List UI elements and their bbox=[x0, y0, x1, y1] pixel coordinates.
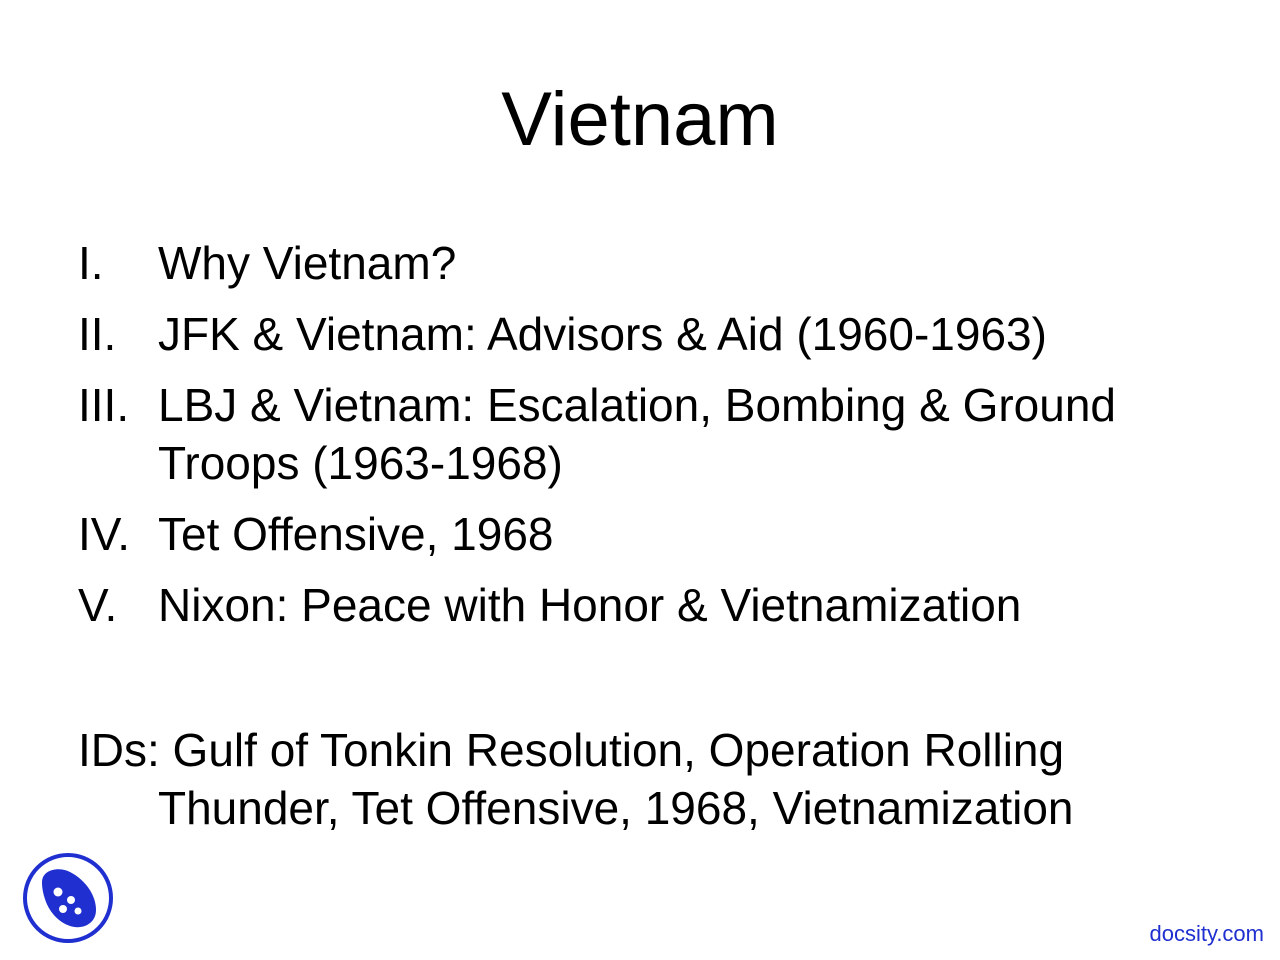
outline-numeral: III. bbox=[78, 379, 130, 431]
outline-item-5 bbox=[78, 576, 1238, 634]
outline-text: JFK & Vietnam: Advisors & Aid (1960-1963) bbox=[158, 308, 1047, 360]
outline-numeral: II. bbox=[78, 308, 117, 360]
outline-text: Tet Offensive, 1968 bbox=[158, 508, 554, 560]
docsity-link[interactable]: docsity.com bbox=[1149, 921, 1264, 946]
outline-numeral: I. bbox=[78, 237, 104, 289]
outline-numeral: V. bbox=[78, 579, 118, 631]
outline-text: Why Vietnam? bbox=[158, 237, 457, 289]
slide-title: Vietnam bbox=[501, 77, 779, 162]
outline-item-3 bbox=[78, 376, 1238, 492]
outline-item-2 bbox=[78, 305, 1238, 363]
docsity-logo-icon bbox=[22, 852, 114, 944]
outline-numeral: IV. bbox=[78, 508, 131, 560]
outline-list bbox=[78, 234, 1238, 647]
outline-item-4 bbox=[78, 505, 1238, 563]
ids-paragraph: IDs: Gulf of Tonkin Resolution, Operation Rolling Thunder, Tet Offensive, 1968, Vietnamization bbox=[78, 724, 1074, 834]
outline-text: Nixon: Peace with Honor & Vietnamization bbox=[158, 579, 1022, 631]
outline-text: LBJ & Vietnam: Escalation, Bombing & Ground Troops (1963-1968) bbox=[158, 379, 1117, 489]
outline-item-1 bbox=[78, 234, 1238, 292]
